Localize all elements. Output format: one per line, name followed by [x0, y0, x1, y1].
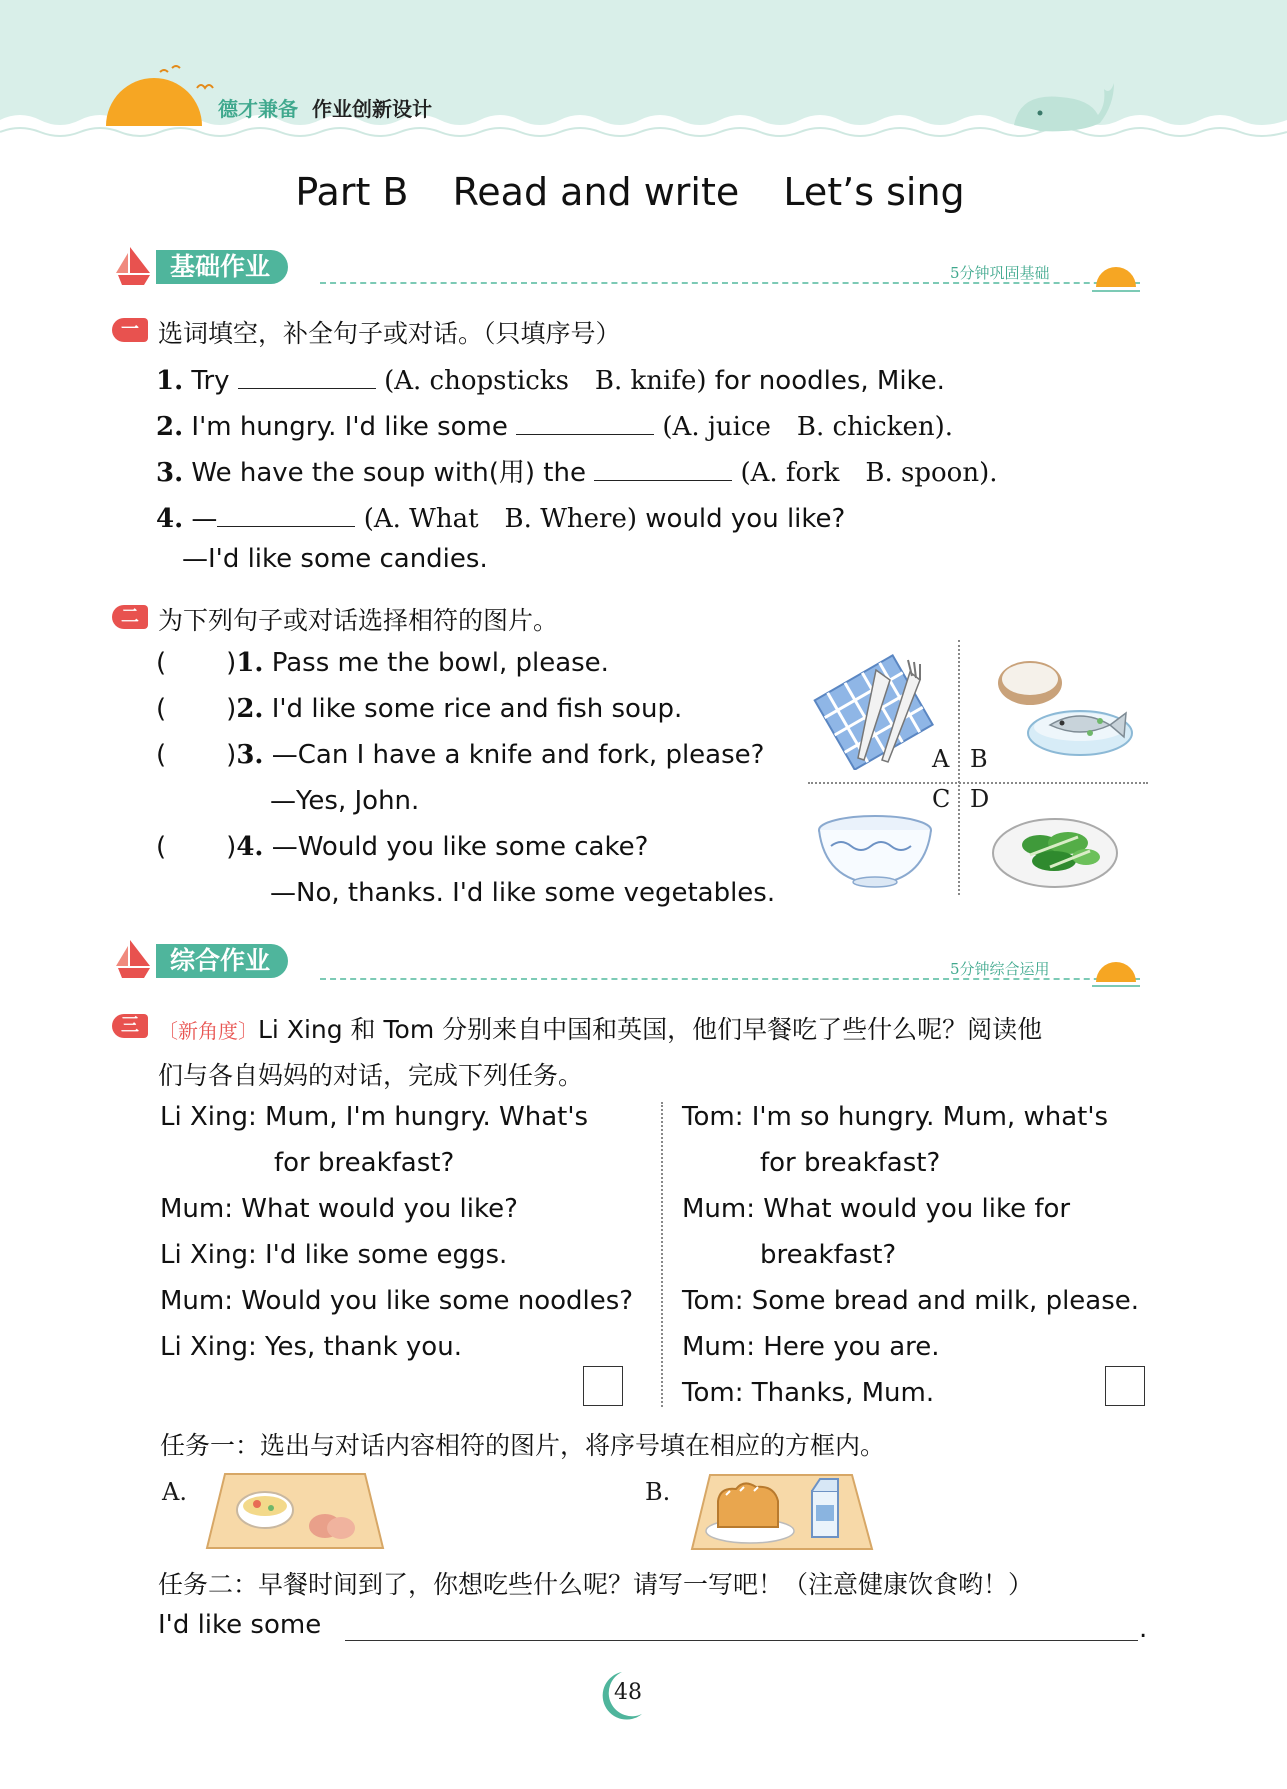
grid-divider-v — [958, 640, 960, 895]
title-read-write: Read and write — [452, 170, 740, 214]
q2-item-1 — [156, 648, 609, 678]
q1-item-2 — [156, 406, 953, 443]
q2-item-3-reply: —Yes, John. — [270, 786, 420, 816]
item-text: —Would you like some cake? — [271, 832, 649, 862]
paren-open: ( — [156, 740, 167, 770]
item-text: —Can I have a knife and fork, please? — [271, 740, 765, 770]
item-options: (A. fork B. spoon). — [740, 458, 998, 488]
picture-label-a: A — [932, 745, 950, 773]
write-answer-line[interactable] — [345, 1640, 1138, 1641]
dialog-left-line: Mum: What would you like? — [160, 1194, 518, 1224]
write-prefix: I'd like some — [158, 1610, 322, 1640]
answer-blank[interactable] — [217, 504, 355, 527]
answer-slot[interactable] — [166, 833, 226, 855]
knife-fork-napkin-icon — [808, 650, 948, 770]
paren-close: ) — [226, 694, 237, 724]
picture-label-b: B — [970, 745, 988, 773]
option-b-label: B. — [645, 1478, 671, 1506]
question-2-title: 为下列句子或对话选择相符的图片。 — [158, 606, 559, 635]
section-basic-note: 5分钟巩固基础 — [950, 264, 1050, 282]
sailboat-icon — [110, 938, 156, 982]
page-number: 48 — [614, 1680, 642, 1705]
bowl-icon — [815, 810, 935, 890]
q2-item-4 — [156, 832, 648, 862]
item-text: Pass me the bowl, please. — [271, 648, 609, 678]
item-options: (A. chopsticks B. knife) — [384, 366, 707, 396]
new-angle-tag: 〔新角度〕 — [158, 1019, 258, 1043]
section-comprehensive-banner: 综合作业 — [156, 944, 288, 978]
sailboat-icon — [110, 245, 156, 289]
whale-icon — [1010, 75, 1120, 135]
item-number: 2. — [236, 694, 264, 724]
bird-icon — [195, 80, 215, 94]
answer-blank[interactable] — [238, 366, 376, 389]
small-sun-icon — [1092, 950, 1142, 990]
q2-item-2 — [156, 694, 682, 724]
paren-close: ) — [226, 740, 237, 770]
q2-item-3 — [156, 740, 764, 770]
rice-and-fish-soup-icon — [990, 655, 1140, 765]
dialog-right-line: breakfast? — [760, 1240, 897, 1270]
answer-slot[interactable] — [166, 741, 226, 763]
picture-label-c: C — [932, 785, 951, 813]
paren-open: ( — [156, 832, 167, 862]
bread-and-milk-icon — [690, 1465, 875, 1553]
paren-close: ) — [226, 648, 237, 678]
dialog-right-line: Tom: Some bread and milk, please. — [682, 1286, 1140, 1316]
answer-blank[interactable] — [516, 412, 654, 435]
write-line — [158, 1610, 321, 1640]
paren-open: ( — [156, 648, 167, 678]
item-number: 2. — [156, 412, 184, 442]
brand-black: 作业创新设计 — [312, 97, 432, 121]
grid-divider-h — [808, 782, 1148, 784]
q1-item-3 — [156, 452, 997, 489]
q1-item-1 — [156, 360, 945, 397]
item-number: 3. — [236, 740, 264, 770]
title-lets-sing: Let’s sing — [783, 170, 965, 214]
task-2-text: 任务二：早餐时间到了，你想吃些什么呢？请写一写吧！（注意健康饮食哟！） — [158, 1570, 1034, 1599]
dialog-right-line: Mum: What would you like for — [682, 1194, 1071, 1224]
dialog-right-line: for breakfast? — [760, 1148, 941, 1178]
item-prefix: — — [191, 504, 218, 534]
q2-item-4-reply: —No, thanks. I'd like some vegetables. — [270, 878, 776, 908]
item-suffix: would you like? — [645, 504, 846, 534]
dialog-left-line: Li Xing: Mum, I'm hungry. What's — [160, 1102, 589, 1132]
question-badge-3: 三 — [112, 1014, 148, 1038]
sun-icon — [100, 60, 210, 130]
noodles-and-eggs-icon — [205, 1470, 385, 1552]
q1-item-4 — [156, 498, 845, 535]
question-badge-2: 二 — [112, 605, 148, 629]
small-sun-icon — [1092, 255, 1142, 295]
item-number: 4. — [156, 504, 184, 534]
question-3-title-line2: 们与各自妈妈的对话，完成下列任务。 — [158, 1061, 584, 1090]
question-3-title-line1 — [158, 1010, 1042, 1046]
section-comprehensive-note: 5分钟综合运用 — [950, 960, 1050, 978]
paren-open: ( — [156, 694, 167, 724]
item-number: 3. — [156, 458, 184, 488]
dialog-left-line: Li Xing: Yes, thank you. — [160, 1332, 462, 1362]
question-badge-1: 一 — [112, 318, 148, 342]
item-prefix: We have the soup with(用) the — [191, 458, 586, 488]
q1-item-4-answer: —I'd like some candies. — [182, 544, 488, 574]
task-1-text: 任务一：选出与对话内容相符的图片，将序号填在相应的方框内。 — [160, 1431, 886, 1460]
item-number: 4. — [236, 832, 264, 862]
paren-close: ) — [226, 832, 237, 862]
answer-blank[interactable] — [594, 458, 732, 481]
item-prefix: I'm hungry. I'd like some — [191, 412, 508, 442]
dialog-left-line: Li Xing: I'd like some eggs. — [160, 1240, 508, 1270]
dialog-right-line: Mum: Here you are. — [682, 1332, 940, 1362]
item-number: 1. — [236, 648, 264, 678]
item-suffix: for noodles, Mike. — [714, 366, 945, 396]
write-end-period: . — [1139, 1614, 1148, 1644]
question-3-title-text: Li Xing 和 Tom 分别来自中国和英国，他们早餐吃了些什么呢？阅读他 — [258, 1015, 1043, 1044]
item-number: 1. — [156, 366, 184, 396]
dialog-divider — [661, 1102, 663, 1407]
vegetables-plate-icon — [990, 805, 1120, 890]
brand-green: 德才兼备 — [218, 97, 298, 121]
dialog-left-line: Mum: Would you like some noodles? — [160, 1286, 634, 1316]
page-title — [0, 170, 1260, 214]
item-options: (A. juice B. chicken). — [662, 412, 954, 442]
dialog-left-line: for breakfast? — [274, 1148, 455, 1178]
answer-slot[interactable] — [166, 649, 226, 671]
item-prefix: Try — [191, 366, 230, 396]
section-basic-banner: 基础作业 — [156, 250, 288, 284]
picture-label-d: D — [970, 785, 990, 813]
option-a-label: A. — [162, 1478, 187, 1506]
answer-box-tom[interactable] — [1105, 1366, 1145, 1406]
title-part: Part B — [295, 170, 409, 214]
question-1-title: 选词填空，补全句子或对话。（只填序号） — [158, 319, 621, 348]
answer-box-li-xing[interactable] — [583, 1366, 623, 1406]
dialog-right-line: Tom: I'm so hungry. Mum, what's — [682, 1102, 1109, 1132]
dialog-right-line: Tom: Thanks, Mum. — [682, 1378, 935, 1408]
item-options: (A. What B. Where) — [363, 504, 638, 534]
item-text: I'd like some rice and fish soup. — [271, 694, 683, 724]
answer-slot[interactable] — [166, 695, 226, 717]
